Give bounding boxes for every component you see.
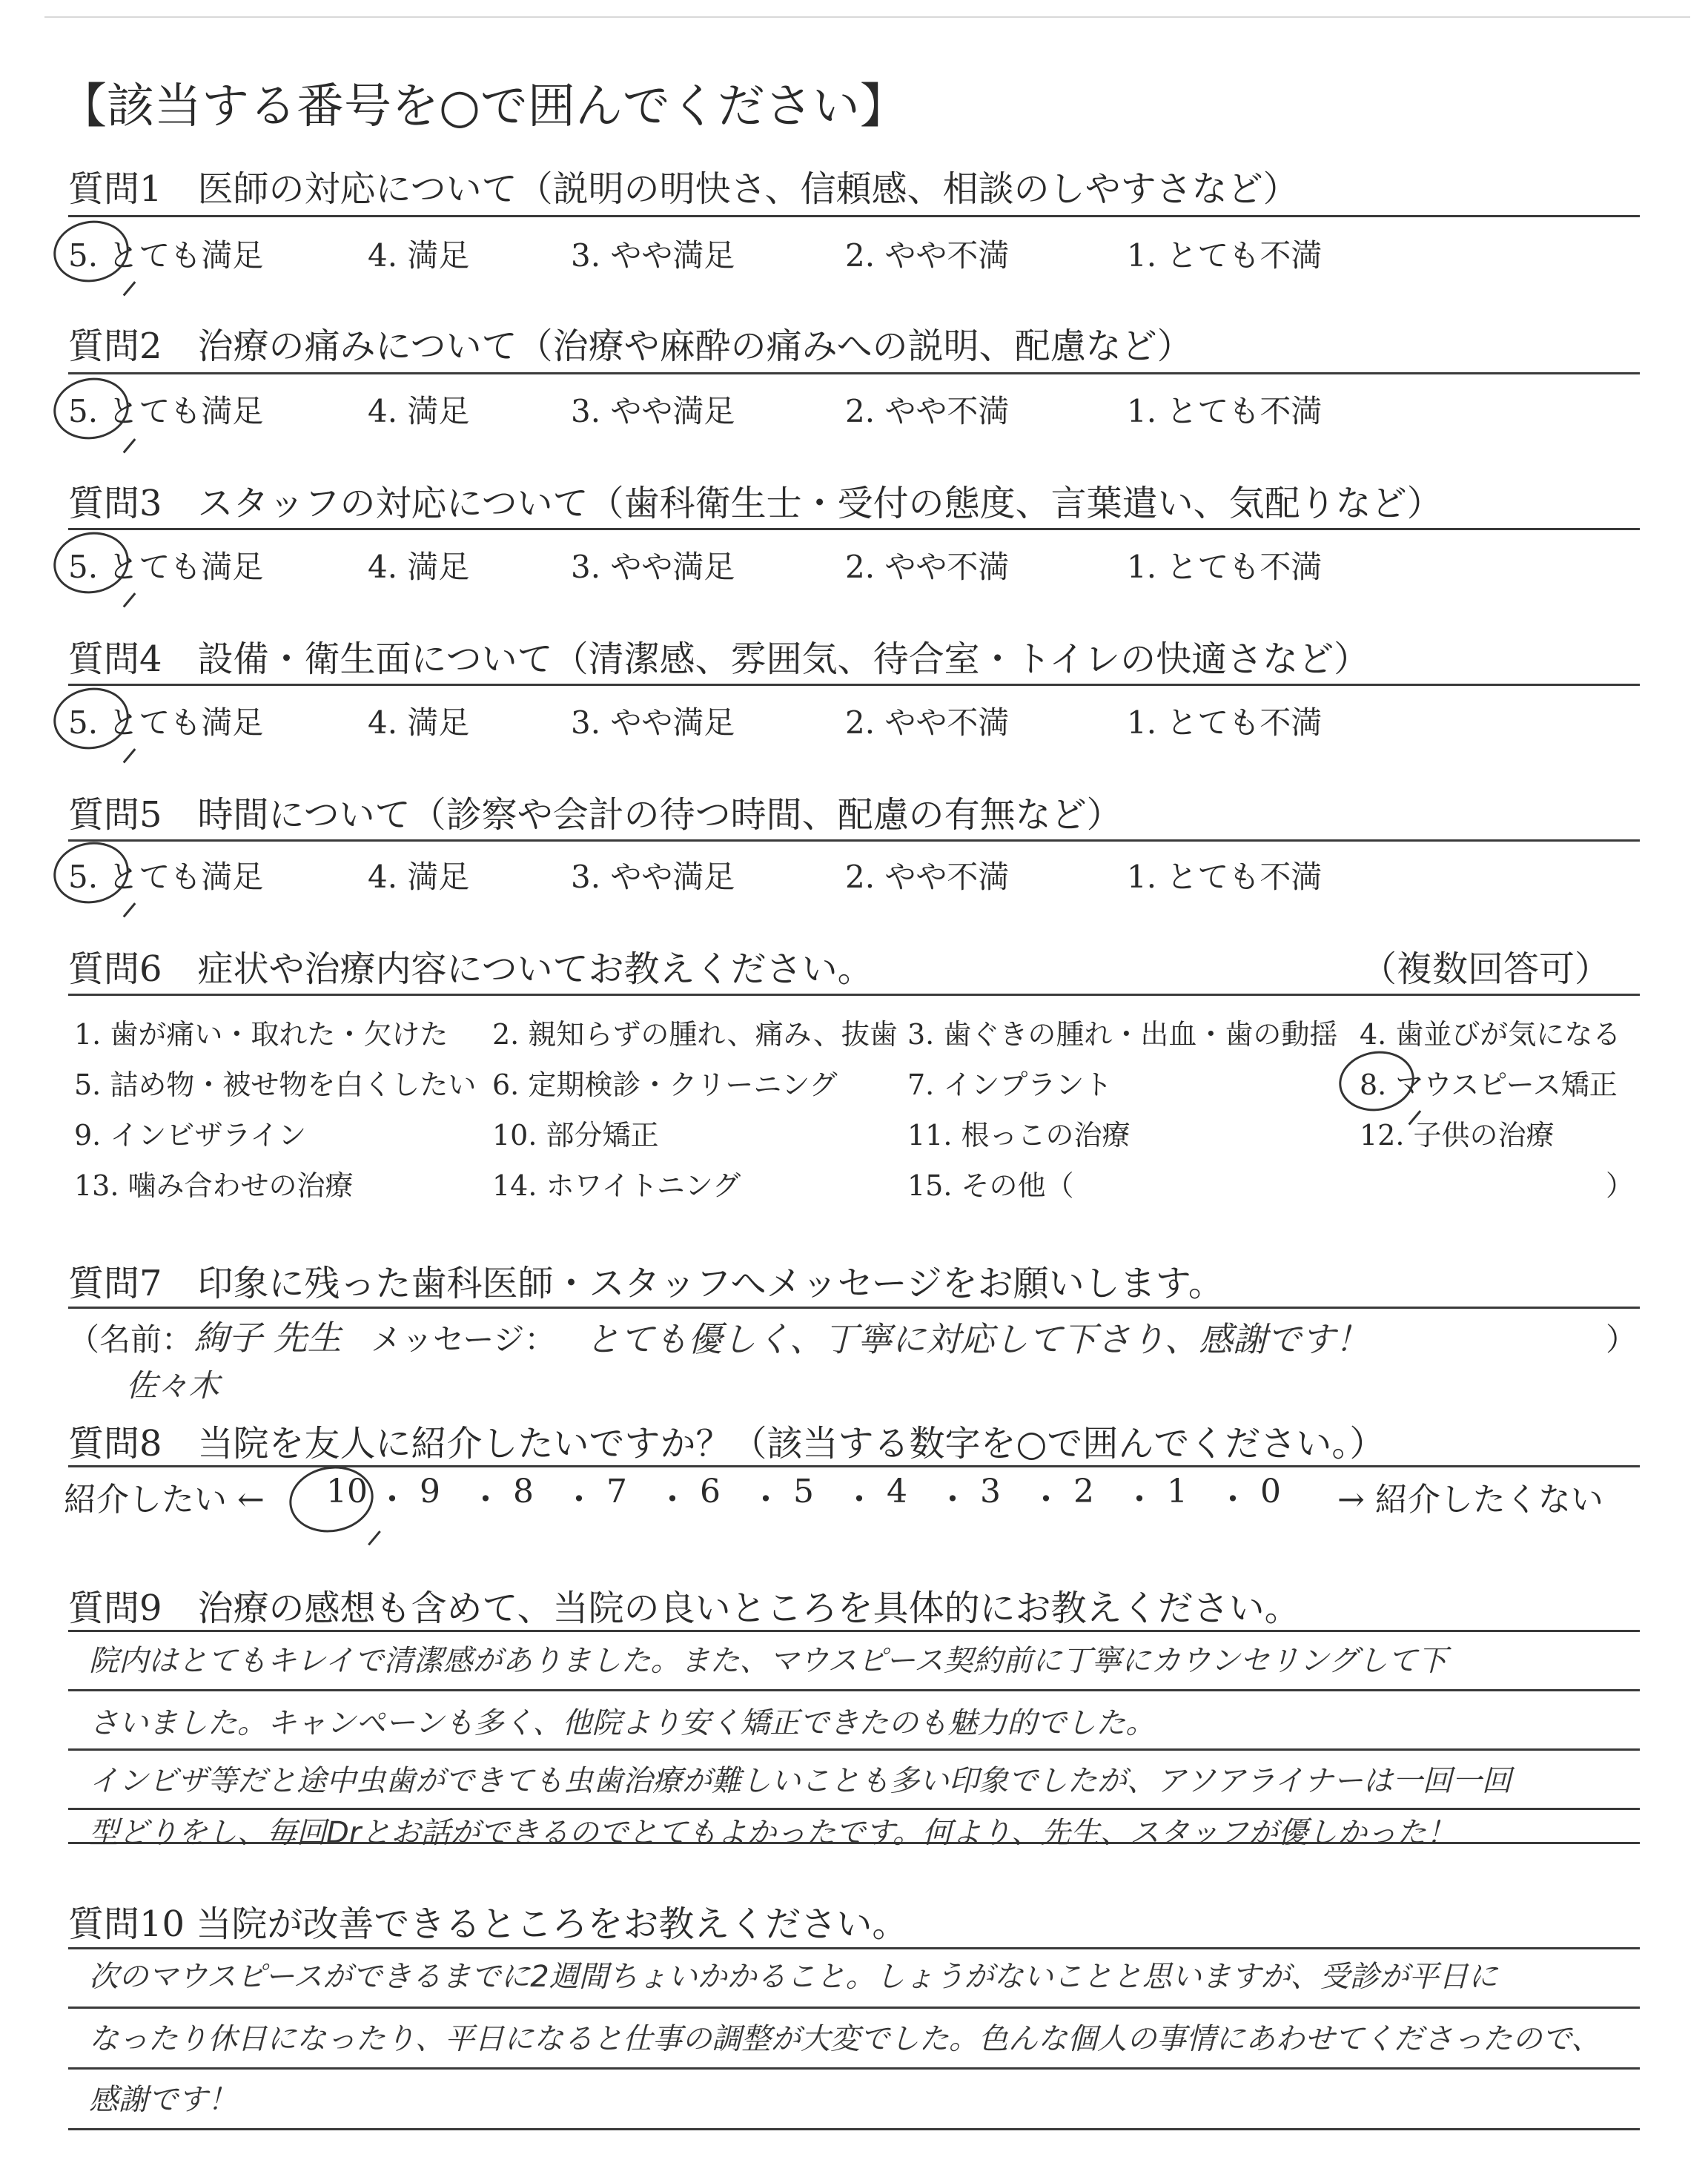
q4-option-5[interactable]: 5. とても満足 — [68, 704, 264, 741]
q3-option-1[interactable]: 1. とても不満 — [1127, 549, 1323, 585]
q3-selected-circle — [49, 526, 134, 599]
q8-scale-separator: ・ — [936, 1481, 969, 1519]
q8-scale-separator: ・ — [1030, 1481, 1062, 1519]
q8-scale-number[interactable]: 6 — [700, 1473, 721, 1510]
question-1-rule — [68, 215, 1640, 217]
q5-option-2[interactable]: 2. やや不満 — [845, 859, 1010, 895]
q1-option-5[interactable]: 5. とても満足 — [68, 237, 264, 274]
q10-line-3-rule — [68, 2067, 1640, 2070]
question-3-rule — [68, 528, 1640, 530]
page-title: 【該当する番号を○で囲んでください】 — [59, 79, 907, 134]
symptom-6[interactable]: 6. 定期検診・クリーニング — [492, 1069, 838, 1101]
q9-answer-line-1[interactable]: 院内はとてもキレイで清潔感がありました。また、マウスピース契約前に丁寧にカウンセリングして下 — [89, 1644, 1447, 1678]
question-9-heading: 質問9 治療の感想も含めて、当院の良いところを具体的にお教えください。 — [68, 1588, 1300, 1629]
q9-line-3-rule — [68, 1748, 1640, 1751]
q3-option-3[interactable]: 3. やや満足 — [571, 549, 735, 585]
q4-option-2[interactable]: 2. やや不満 — [845, 704, 1010, 741]
symptom-7[interactable]: 7. インプラント — [907, 1069, 1113, 1101]
q4-selected-circle — [49, 682, 134, 755]
q8-scale-left-label: 紹介したい ← — [64, 1481, 265, 1519]
q8-scale-number[interactable]: 9 — [420, 1473, 440, 1510]
q8-scale-separator: ・ — [656, 1481, 689, 1519]
q5-selected-circle — [49, 836, 134, 909]
question-7-rule — [68, 1307, 1640, 1309]
q8-scale-separator: ・ — [469, 1481, 502, 1519]
q8-scale-number[interactable]: 5 — [793, 1473, 814, 1510]
q8-scale-number[interactable]: 4 — [887, 1473, 907, 1510]
q8-scale-number[interactable]: 10 — [326, 1473, 368, 1510]
symptom-14[interactable]: 14. ホワイトニング — [492, 1169, 741, 1202]
q7-name-value[interactable]: 絢子 先生 — [194, 1318, 342, 1358]
q7-name-extra: 佐々木 — [126, 1367, 220, 1404]
q8-scale — [297, 1473, 1327, 1517]
question-10-heading: 質問10 当院が改善できるところをお教えください。 — [68, 1903, 908, 1945]
symptom-8-selected-circle — [1334, 1046, 1419, 1117]
q4-option-3[interactable]: 3. やや満足 — [571, 704, 735, 741]
q7-name-label: （名前： — [68, 1321, 193, 1358]
q9-answer-line-4[interactable]: 型どりをし、毎回Drとお話ができるのでとてもよかったです。何より、先生、スタッフが優しかった！ — [89, 1816, 1457, 1850]
question-4-rule — [68, 684, 1640, 686]
q5-option-4[interactable]: 4. 満足 — [368, 859, 470, 895]
symptom-10[interactable]: 10. 部分矯正 — [492, 1119, 659, 1152]
q2-option-5[interactable]: 5. とても満足 — [68, 393, 264, 429]
symptom-13[interactable]: 13. 噛み合わせの治療 — [74, 1169, 354, 1202]
symptom-9[interactable]: 9. インビザライン — [74, 1119, 307, 1152]
question-8-rule — [68, 1465, 1640, 1467]
q8-scale-number[interactable]: 3 — [980, 1473, 1001, 1510]
q8-selected-circle — [284, 1460, 379, 1539]
question-2-rule — [68, 372, 1640, 374]
q5-option-5[interactable]: 5. とても満足 — [68, 859, 264, 895]
q2-option-2[interactable]: 2. やや不満 — [845, 393, 1010, 429]
q5-option-3[interactable]: 3. やや満足 — [571, 859, 735, 895]
q8-scale-number[interactable]: 8 — [513, 1473, 534, 1510]
question-6-heading: 質問6 症状や治療内容についてお教えください。 — [68, 948, 873, 990]
q1-option-2[interactable]: 2. やや不満 — [845, 237, 1010, 274]
q3-option-5[interactable]: 5. とても満足 — [68, 549, 264, 585]
question-6-note: （複数回答可） — [1361, 948, 1611, 990]
q8-scale-right-label: → 紹介したくない — [1337, 1481, 1603, 1519]
question-2-heading: 質問2 治療の痛みについて（治療や麻酔の痛みへの説明、配慮など） — [68, 326, 1193, 367]
q2-option-1[interactable]: 1. とても不満 — [1127, 393, 1323, 429]
q10-answer-line-2[interactable]: なったり休日になったり、平日になると仕事の調整が大変でした。色んな個人の事情にあわせてくださったので、 — [89, 2022, 1601, 2056]
q9-line-1-rule — [68, 1630, 1640, 1632]
q1-option-4[interactable]: 4. 満足 — [368, 237, 470, 274]
symptom-3[interactable]: 3. 歯ぐきの腫れ・出血・歯の動揺 — [907, 1018, 1338, 1051]
q9-answer-line-2[interactable]: さいました。キャンペーンも多く、他院より安く矯正できたのも魅力的でした。 — [89, 1706, 1156, 1740]
top-edge-line — [44, 16, 1690, 18]
q9-line-2-rule — [68, 1689, 1640, 1691]
symptom-15[interactable]: 15. その他（ — [907, 1169, 1074, 1202]
q4-option-4[interactable]: 4. 満足 — [368, 704, 470, 741]
q7-close-paren: ） — [1606, 1321, 1638, 1358]
q2-option-4[interactable]: 4. 満足 — [368, 393, 470, 429]
q8-scale-number[interactable]: 7 — [606, 1473, 627, 1510]
question-7-heading: 質問7 印象に残った歯科医師・スタッフへメッセージをお願いします。 — [68, 1263, 1224, 1304]
q4-option-1[interactable]: 1. とても不満 — [1127, 704, 1323, 741]
q8-scale-separator: ・ — [749, 1481, 782, 1519]
question-1-heading: 質問1 医師の対応について（説明の明快さ、信頼感、相談のしやすさなど） — [68, 168, 1299, 210]
q5-option-1[interactable]: 1. とても不満 — [1127, 859, 1323, 895]
q10-line-4-rule — [68, 2128, 1640, 2130]
question-5-rule — [68, 839, 1640, 842]
q8-scale-separator: ・ — [376, 1481, 408, 1519]
q2-selected-circle — [49, 372, 134, 445]
q8-scale-separator: ・ — [1217, 1481, 1249, 1519]
q7-message-value[interactable]: とても優しく、丁寧に対応して下さり、感謝です！ — [586, 1319, 1370, 1359]
question-4-heading: 質問4 設備・衛生面について（清潔感、雰囲気、待合室・トイレの快適さなど） — [68, 638, 1370, 680]
q8-scale-separator: ・ — [1123, 1481, 1156, 1519]
question-6-rule — [68, 994, 1640, 996]
symptom-5[interactable]: 5. 詰め物・被せ物を白くしたい — [74, 1069, 477, 1101]
q8-scale-number[interactable]: 1 — [1167, 1473, 1188, 1510]
q10-answer-line-3[interactable]: 感謝です！ — [89, 2083, 237, 2117]
q3-option-4[interactable]: 4. 満足 — [368, 549, 470, 585]
q8-scale-separator: ・ — [563, 1481, 595, 1519]
q10-line-2-rule — [68, 2007, 1640, 2009]
q8-scale-number[interactable]: 2 — [1073, 1473, 1094, 1510]
question-8-heading: 質問8 当院を友人に紹介したいですか？（該当する数字を○で囲んでください。） — [68, 1423, 1386, 1464]
symptom-2[interactable]: 2. 親知らずの腫れ、痛み、抜歯 — [492, 1018, 898, 1051]
q8-scale-number[interactable]: 0 — [1260, 1473, 1281, 1510]
symptom-1[interactable]: 1. 歯が痛い・取れた・欠けた — [74, 1018, 448, 1051]
q10-line-1-rule — [68, 1947, 1640, 1949]
q9-answer-line-3[interactable]: インビザ等だと途中虫歯ができても虫歯治療が難しいことも多い印象でしたが、アソアライナーは一回一回 — [89, 1764, 1512, 1798]
q1-option-3[interactable]: 3. やや満足 — [571, 237, 735, 274]
symptom-12[interactable]: 12. 子供の治療 — [1360, 1119, 1555, 1152]
question-5-heading: 質問5 時間について（診察や会計の待つ時間、配慮の有無など） — [68, 794, 1122, 836]
q10-answer-line-1[interactable]: 次のマウスピースができるまでに2週間ちょいかかること。しょうがないことと思いますが、受診が平日に — [89, 1960, 1498, 1994]
symptom-11[interactable]: 11. 根っこの治療 — [907, 1119, 1131, 1152]
symptom-15-close: ） — [1606, 1169, 1635, 1202]
q2-option-3[interactable]: 3. やや満足 — [571, 393, 735, 429]
q3-option-2[interactable]: 2. やや不満 — [845, 549, 1010, 585]
q1-selected-circle — [49, 215, 134, 288]
q7-message-label: メッセージ： — [371, 1321, 556, 1358]
q8-scale-separator: ・ — [843, 1481, 875, 1519]
symptom-8[interactable]: 8. マウスピース矯正 — [1360, 1069, 1618, 1101]
q1-option-1[interactable]: 1. とても不満 — [1127, 237, 1323, 274]
symptom-4[interactable]: 4. 歯並びが気になる — [1360, 1018, 1621, 1051]
question-3-heading: 質問3 スタッフの対応について（歯科衛生士・受付の態度、言葉遣い、気配りなど） — [68, 483, 1443, 524]
